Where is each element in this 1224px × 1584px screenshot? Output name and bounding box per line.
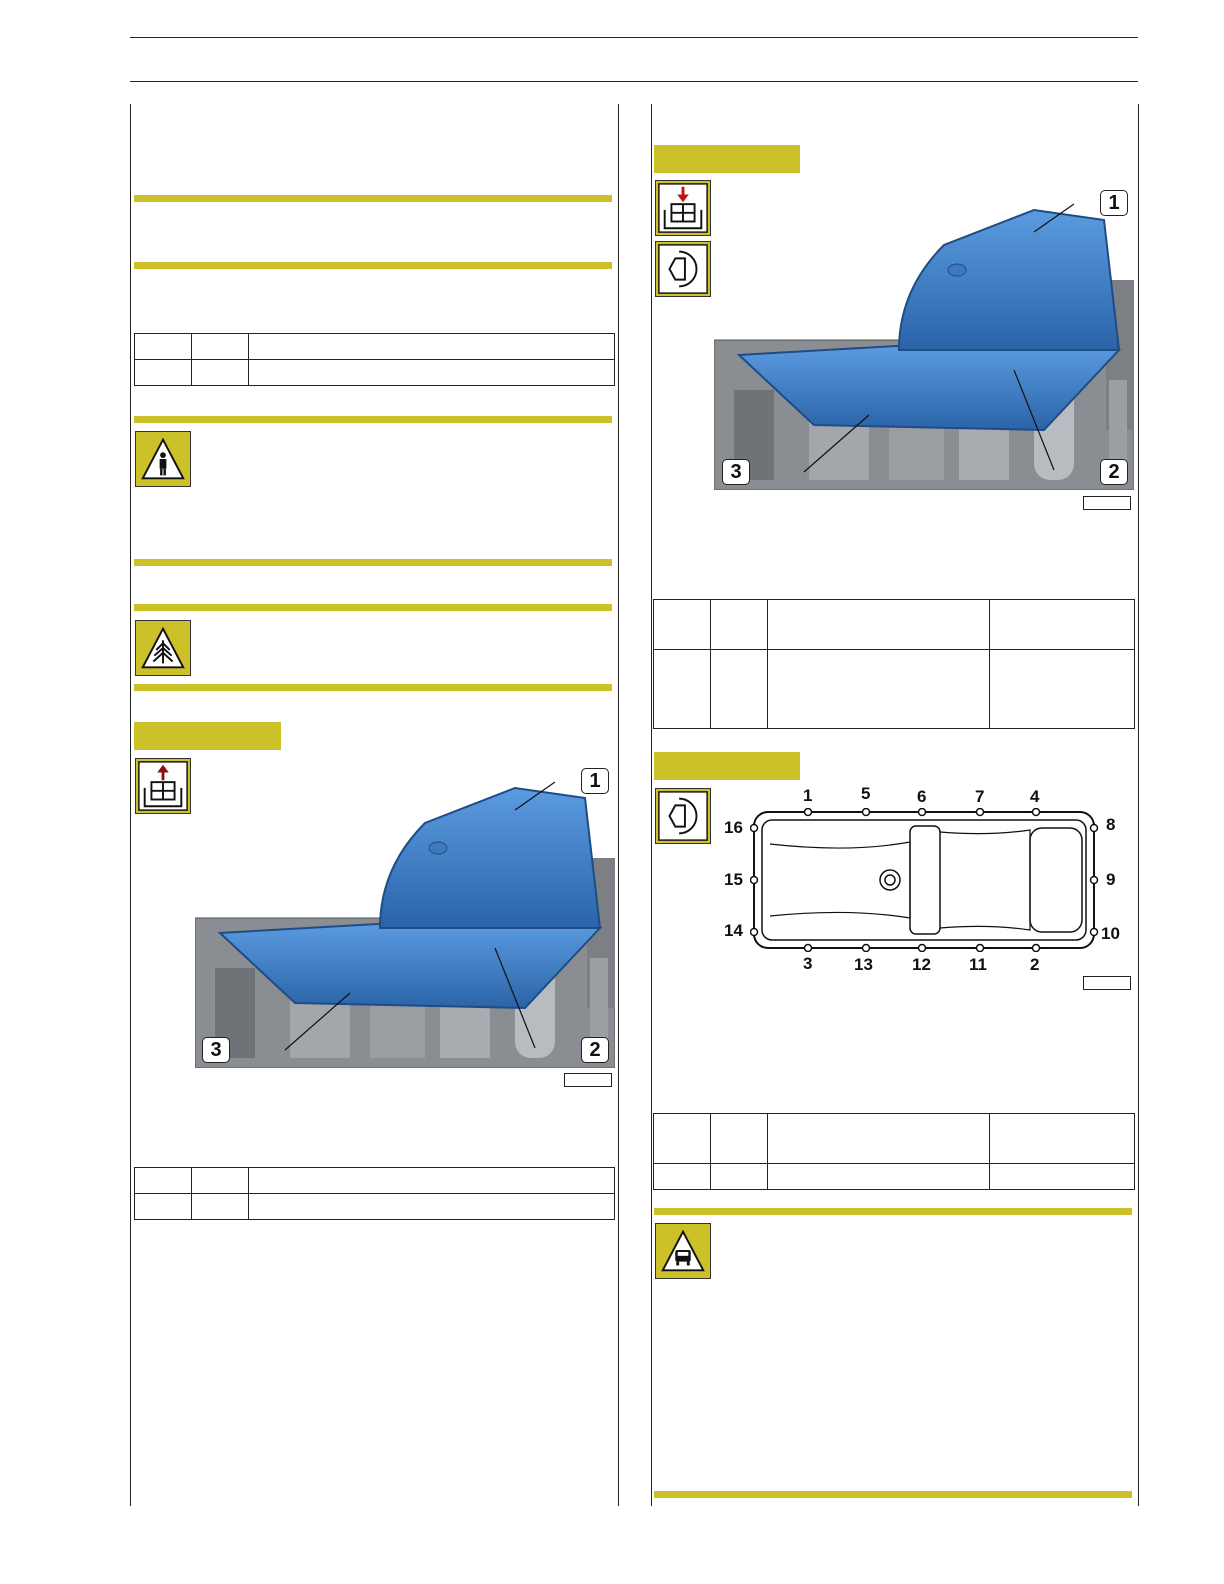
tightening-sequence-diagram [750, 808, 1100, 952]
oil-sump-removal-figure [195, 768, 615, 1068]
person-warning-icon [135, 431, 191, 487]
bolt-sequence-number: 7 [975, 787, 985, 806]
warning-bar [134, 559, 612, 566]
figure-callout: 3 [202, 1037, 230, 1063]
section-bar [134, 195, 612, 202]
bolt-sequence-number: 12 [912, 955, 931, 974]
box-refit-arrow-down-icon [655, 180, 711, 236]
figure-number-box [564, 1073, 612, 1087]
procedure-tab [654, 752, 800, 780]
bolt-sequence-number: 16 [724, 818, 743, 837]
bolt-sequence-number: 15 [724, 870, 743, 889]
figure-number-box [1083, 496, 1131, 510]
warning-bar [134, 416, 612, 423]
bolt-sequence-number: 10 [1101, 924, 1120, 943]
bolt-sequence-number: 3 [803, 954, 813, 973]
torque-table [653, 1113, 1135, 1190]
bolt-sequence-number: 13 [854, 955, 873, 974]
figure-callout: 2 [581, 1037, 609, 1063]
oil-sump-refit-figure [714, 190, 1134, 490]
bolt-sequence-number: 6 [917, 787, 927, 806]
figure-callout: 2 [1100, 459, 1128, 485]
box-removal-arrow-up-icon [135, 758, 191, 814]
bolt-sequence-number: 9 [1106, 870, 1116, 889]
center-divider-left [618, 104, 619, 1506]
procedure-tab [654, 145, 800, 173]
figure-callout: 1 [581, 768, 609, 794]
bolt-sequence-number: 2 [1030, 955, 1040, 974]
fir-tree-environment-icon [135, 620, 191, 676]
section-bar [134, 262, 612, 269]
parts-table [134, 1167, 615, 1220]
vehicle-warning-icon [655, 1223, 711, 1279]
left-column-border [130, 104, 131, 1506]
hexagon-torque-icon [655, 241, 711, 297]
environment-bar [134, 684, 612, 691]
warning-bar [654, 1491, 1132, 1498]
bolt-sequence-number: 4 [1030, 787, 1040, 806]
header-rule-top [130, 37, 1138, 38]
procedure-tab [134, 722, 281, 750]
center-divider-right [651, 104, 652, 1506]
figure-number-box [1083, 976, 1131, 990]
right-column-border [1138, 104, 1139, 1506]
torque-table [653, 599, 1135, 729]
warning-bar [654, 1208, 1132, 1215]
bolt-sequence-number: 8 [1106, 815, 1116, 834]
figure-callout: 1 [1100, 190, 1128, 216]
hexagon-torque-icon [655, 788, 711, 844]
figure-callout: 3 [722, 459, 750, 485]
environment-bar [134, 604, 612, 611]
parts-table [134, 333, 615, 386]
bolt-sequence-number: 5 [861, 784, 871, 803]
bolt-sequence-number: 14 [724, 921, 743, 940]
bolt-sequence-number: 1 [803, 786, 813, 805]
header-rule-bottom [130, 81, 1138, 82]
bolt-sequence-number: 11 [969, 955, 987, 974]
